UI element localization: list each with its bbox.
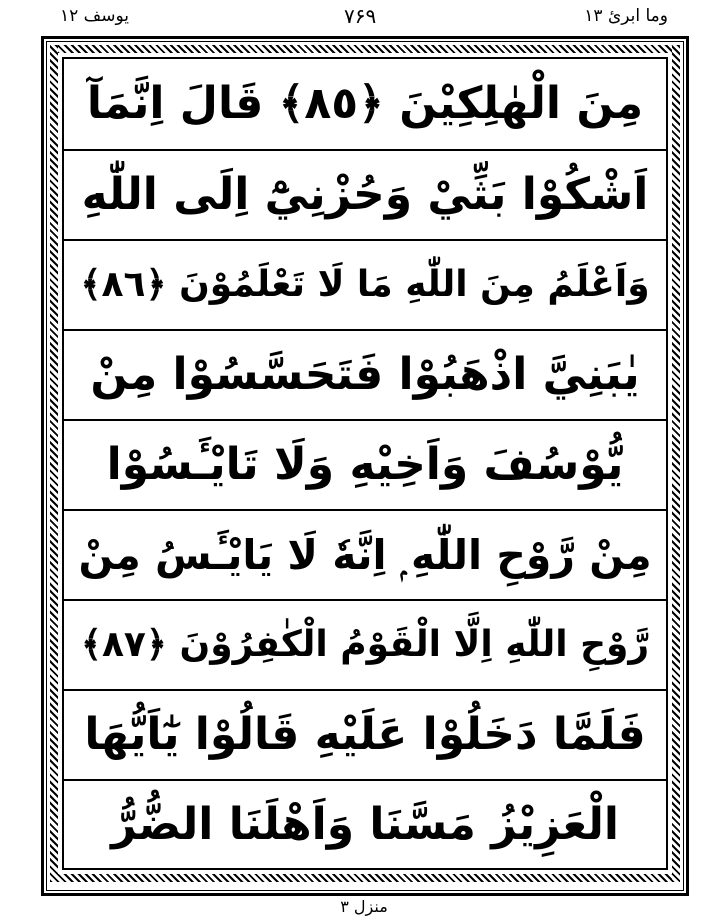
text-line: [64, 239, 666, 329]
surah-name-header: یوسف ۱۲: [60, 6, 130, 26]
page-number: ۷۶۹: [344, 4, 377, 28]
text-line: [64, 419, 666, 509]
line-text: مِنَ الْهٰلِكِيْنَ ﴿٨٥﴾ قَالَ اِنَّمَآ: [86, 78, 644, 130]
line-text: رَّوْحِ اللّٰهِ اِلَّا الْقَوْمُ الْكٰفِرُوْنَ ﴿٨٧﴾: [80, 624, 650, 666]
text-area: [62, 57, 668, 870]
border-ornament-right: [672, 45, 680, 882]
text-line: [64, 779, 666, 869]
text-line: [64, 509, 666, 599]
text-line: [64, 689, 666, 779]
border-ornament-bottom: [50, 874, 680, 882]
line-text: مِنْ رَّوْحِ اللّٰهِ ۭ اِنَّهٗ لَا يَايْـَٔسُ مِنْ: [78, 530, 652, 579]
line-text: يٰبَنِيَّ اذْهَبُوْا فَتَحَسَّسُوْا مِنْ: [90, 349, 640, 401]
para-name-header: وما ابرئ ۱۳: [584, 6, 668, 26]
line-text: وَاَعْلَمُ مِنَ اللّٰهِ مَا لَا تَعْلَمُوْنَ ﴿٨٦﴾: [80, 264, 650, 306]
line-text: الْعَزِيْزُ مَسَّنَا وَاَهْلَنَا الضُّرُّ: [111, 799, 619, 851]
text-line: [64, 59, 666, 149]
line-text: اَشْكُوْا بَثِّيْ وَحُزْنِيْٓ اِلَى اللّٰهِ: [81, 169, 649, 221]
manzil-footer: منزل ۳: [340, 897, 388, 916]
text-line: [64, 149, 666, 239]
text-line: [64, 599, 666, 689]
border-ornament-top: [50, 45, 680, 53]
line-text: فَلَمَّا دَخَلُوْا عَلَيْهِ قَالُوْا يٰٓاَيُّهَا: [84, 709, 646, 761]
line-text: يُّوْسُفَ وَاَخِيْهِ وَلَا تَايْـَٔسُوْا: [106, 439, 624, 491]
border-ornament-left: [50, 45, 58, 882]
text-line: [64, 329, 666, 419]
